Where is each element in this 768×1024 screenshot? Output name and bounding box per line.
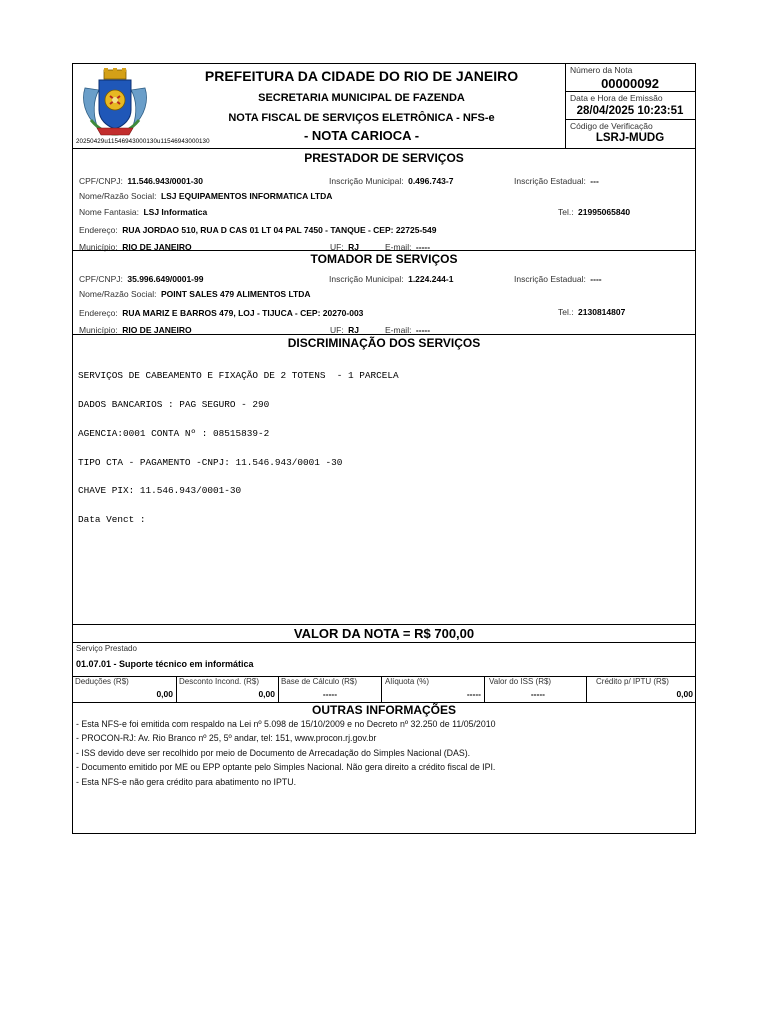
tomador-uf: UF: RJ (330, 325, 360, 335)
base-calculo-label: Base de Cálculo (R$) (281, 677, 358, 686)
info-line: - Esta NFS-e foi emitida com respaldo na Lei nº 5.098 de 15/10/2009 e no Decreto nº 32.250 de 11/05/2010 (76, 719, 496, 729)
desconto-label: Desconto Incond. (R$) (179, 677, 260, 686)
info-line: - PROCON-RJ: Av. Rio Branco nº 25, 5º andar, tel: 151, www.procon.rj.gov.br (76, 733, 377, 744)
tomador-endereco: Endereço: RUA MARIZ E BARROS 479, LOJ - TIJUCA - CEP: 20270-003 (79, 308, 364, 318)
outras-informacoes-title: OUTRAS INFORMAÇÕES (312, 703, 456, 717)
prestador-email: E-mail: ----- (385, 242, 431, 252)
prestador-section-title: PRESTADOR DE SERVIÇOS (304, 151, 464, 165)
service-description (78, 352, 399, 544)
servico-prestado-label: Serviço Prestado (76, 644, 137, 653)
description-line: SERVIÇOS DE CABEAMENTO E FIXAÇÃO DE 2 TOTENS - 1 PARCELA (78, 370, 399, 382)
tomador-telefone: Tel.: 2130814807 (558, 307, 626, 317)
desconto-value: 0,00 (258, 689, 275, 699)
prestador-cnpj: CPF/CNPJ: 11.546.943/0001-30 (79, 176, 204, 186)
city-coat-of-arms-icon (79, 68, 151, 138)
document-subtitle: - NOTA CARIOCA - (303, 128, 420, 143)
description-line: CHAVE PIX: 11.546.943/0001-30 (78, 485, 242, 497)
barcode-text: 20250429u11546943000130u11546943000130 (76, 138, 210, 145)
outras-informacoes-list (76, 717, 496, 789)
deducoes-label: Deduções (R$) (75, 677, 129, 686)
prestador-telefone: Tel.: 21995065840 (558, 207, 631, 217)
description-line: DADOS BANCARIOS : PAG SEGURO - 290 (78, 398, 270, 410)
tomador-email: E-mail: ----- (385, 325, 431, 335)
tomador-inscricao-municipal: Inscrição Municipal: 1.224.244-1 (329, 274, 454, 284)
base-calculo-value: ----- (322, 689, 338, 699)
prestador-uf: UF: RJ (330, 242, 360, 252)
description-line: Data Venct : (78, 514, 146, 526)
invoice-number-label: Número da Nota (570, 65, 633, 75)
tomador-inscricao-estadual: Inscrição Estadual: ---- (514, 274, 602, 284)
aliquota-value: ----- (466, 689, 481, 699)
page-title: PREFEITURA DA CIDADE DO RIO DE JANEIRO (204, 68, 519, 84)
prestador-endereco: Endereço: RUA JORDAO 510, RUA D CAS 01 LT 04 PAL 7450 - TANQUE - CEP: 22725-549 (79, 225, 437, 235)
description-line: AGENCIA:0001 CONTA Nº : 08515839-2 (78, 427, 270, 439)
tomador-municipio: Município: RIO DE JANEIRO (79, 325, 192, 335)
credito-iptu-value: 0,00 (676, 689, 693, 699)
servico-prestado-value: 01.07.01 - Suporte técnico em informática (76, 659, 254, 669)
prestador-nome-fantasia: Nome Fantasia: LSJ Informatica (79, 207, 208, 217)
document-type: NOTA FISCAL DE SERVIÇOS ELETRÔNICA - NFS-e (228, 112, 495, 124)
info-line: - Documento emitido por ME ou EPP optante pelo Simples Nacional. Não gera direito a crédito fiscal de IPI. (76, 762, 496, 773)
emission-date: 28/04/2025 10:23:51 (576, 105, 684, 117)
nfse-document (72, 63, 696, 834)
tomador-section-title: TOMADOR DE SERVIÇOS (310, 252, 458, 266)
tomador-cnpj: CPF/CNPJ: 35.996.649/0001-99 (79, 274, 204, 284)
aliquota-label: Alíquota (%) (385, 677, 430, 686)
valor-iss-label: Valor do ISS (R$) (489, 677, 552, 686)
info-line: - Esta NFS-e não gera crédito para abatimento no IPTU. (76, 776, 297, 787)
verification-code-label: Código de Verificação (570, 121, 653, 131)
prestador-inscricao-municipal: Inscrição Municipal: 0.496.743-7 (329, 176, 454, 186)
prestador-inscricao-estadual: Inscrição Estadual: --- (514, 176, 599, 186)
verification-code: LSRJ-MUDG (595, 132, 665, 144)
invoice-total: VALOR DA NOTA = R$ 700,00 (293, 626, 475, 641)
emission-date-label: Data e Hora de Emissão (570, 93, 663, 103)
deducoes-value: 0,00 (156, 689, 173, 699)
credito-iptu-label: Crédito p/ IPTU (R$) (596, 677, 669, 686)
prestador-razao-social: Nome/Razão Social: LSJ EQUIPAMENTOS INFORMATICA LTDA (79, 191, 333, 201)
info-line: - ISS devido deve ser recolhido por meio de Documento de Arrecadação do Simples Nacional (DAS). (76, 747, 471, 758)
invoice-number: 00000092 (601, 76, 659, 91)
description-line: TIPO CTA - PAGAMENTO -CNPJ: 11.546.943/0001 -30 (78, 456, 343, 468)
valor-iss-value: ----- (530, 689, 545, 699)
secretaria-heading: SECRETARIA MUNICIPAL DE FAZENDA (258, 92, 465, 104)
tomador-razao-social: Nome/Razão Social: POINT SALES 479 ALIMENTOS LTDA (79, 289, 311, 299)
prestador-municipio: Município: RIO DE JANEIRO (79, 242, 192, 252)
discriminacao-section-title: DISCRIMINAÇÃO DOS SERVIÇOS (287, 336, 481, 350)
